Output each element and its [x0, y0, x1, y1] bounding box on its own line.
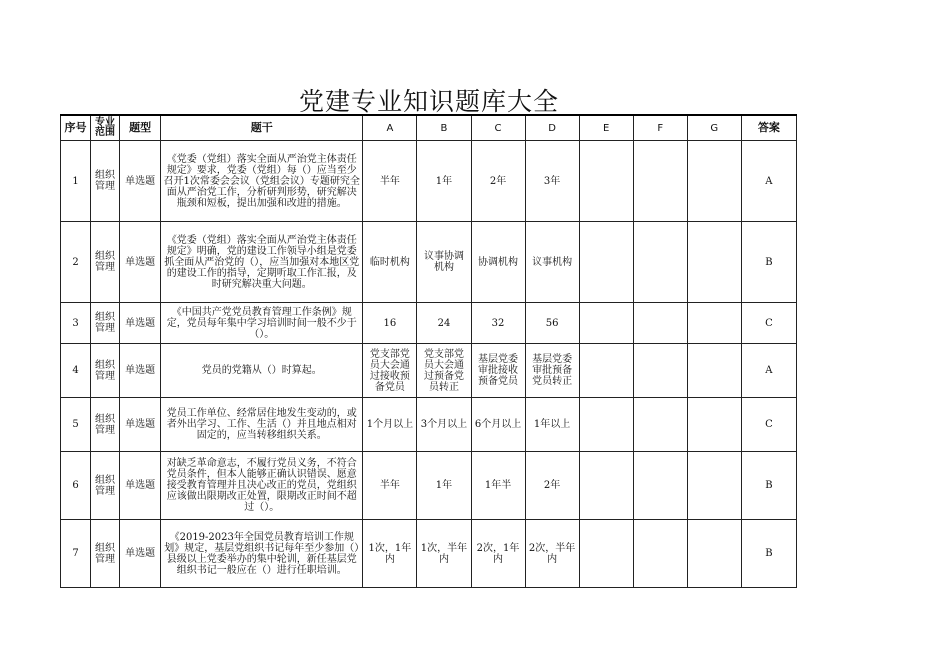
cell-no[interactable]: 6	[61, 452, 91, 520]
cell-option-g[interactable]	[687, 452, 741, 520]
cell-option-e[interactable]	[579, 452, 633, 520]
cell-stem[interactable]: 对缺乏革命意志，不履行党员义务，不符合党员条件，但本人能够正确认识错误、愿意接受教育管理并且决心改正的党员，党组织应该做出限期改正处置，限期改正时间不超过（）。	[161, 452, 363, 520]
cell-option-g[interactable]	[687, 398, 741, 452]
cell-no[interactable]: 2	[61, 222, 91, 303]
cell-answer[interactable]: A	[741, 141, 796, 222]
cell-option-b[interactable]: 议事协调机构	[417, 222, 471, 303]
cell-option-g[interactable]	[687, 520, 741, 588]
cell-option-f[interactable]	[633, 452, 687, 520]
cell-scope[interactable]: 组织管理	[91, 520, 120, 588]
cell-option-d[interactable]: 2次，半年内	[525, 520, 579, 588]
table-row	[61, 222, 797, 303]
cell-option-c[interactable]: 6个月以上	[471, 398, 525, 452]
table-row	[61, 452, 797, 520]
cell-option-g[interactable]	[687, 141, 741, 222]
table-row	[61, 141, 797, 222]
cell-option-b[interactable]: 1次，半年内	[417, 520, 471, 588]
table-row	[61, 398, 797, 452]
cell-option-f[interactable]	[633, 398, 687, 452]
cell-option-a[interactable]: 1个月以上	[363, 398, 417, 452]
header-e[interactable]: E	[579, 115, 633, 141]
cell-option-e[interactable]	[579, 398, 633, 452]
cell-stem[interactable]: 《2019-2023年全国党员教育培训工作规划》规定，基层党组织书记每年至少参加（）县级以上党委举办的集中轮训，新任基层党组织书记一般应在（）进行任职培训。	[161, 520, 363, 588]
cell-option-b[interactable]: 党支部党员大会通过预备党员转正	[417, 344, 471, 398]
cell-option-f[interactable]	[633, 520, 687, 588]
cell-scope[interactable]: 组织管理	[91, 398, 120, 452]
cell-option-d[interactable]: 基层党委审批预备党员转正	[525, 344, 579, 398]
cell-option-d[interactable]: 议事机构	[525, 222, 579, 303]
cell-answer[interactable]: B	[741, 452, 796, 520]
cell-option-b[interactable]: 1年	[417, 452, 471, 520]
cell-option-c[interactable]: 基层党委审批接收预备党员	[471, 344, 525, 398]
cell-option-a[interactable]: 临时机构	[363, 222, 417, 303]
cell-type[interactable]: 单选题	[120, 398, 161, 452]
header-scope[interactable]: 专业范围	[91, 115, 120, 141]
cell-type[interactable]: 单选题	[120, 344, 161, 398]
header-g[interactable]: G	[687, 115, 741, 141]
cell-option-c[interactable]: 协调机构	[471, 222, 525, 303]
cell-option-a[interactable]: 1次，1年内	[363, 520, 417, 588]
cell-option-d[interactable]: 56	[525, 303, 579, 344]
cell-type[interactable]: 单选题	[120, 141, 161, 222]
cell-option-c[interactable]: 2次，1年内	[471, 520, 525, 588]
cell-stem[interactable]: 《党委（党组）落实全面从严治党主体责任规定》明确，党的建设工作领导小组是党委抓全面从严治党的（），应当加强对本地区党的建设工作的指导，定期听取工作汇报，及时研究解决重大问题。	[161, 222, 363, 303]
cell-option-c[interactable]: 32	[471, 303, 525, 344]
cell-type[interactable]: 单选题	[120, 520, 161, 588]
cell-option-f[interactable]	[633, 141, 687, 222]
header-stem[interactable]: 题干	[161, 115, 363, 141]
table-row	[61, 303, 797, 344]
header-f[interactable]: F	[633, 115, 687, 141]
cell-no[interactable]: 1	[61, 141, 91, 222]
cell-answer[interactable]: B	[741, 222, 796, 303]
cell-type[interactable]: 单选题	[120, 452, 161, 520]
cell-option-a[interactable]: 半年	[363, 452, 417, 520]
cell-option-d[interactable]: 1年以上	[525, 398, 579, 452]
cell-option-f[interactable]	[633, 222, 687, 303]
cell-no[interactable]: 7	[61, 520, 91, 588]
question-table	[60, 114, 797, 588]
cell-option-g[interactable]	[687, 344, 741, 398]
cell-option-g[interactable]	[687, 222, 741, 303]
cell-scope[interactable]: 组织管理	[91, 222, 120, 303]
cell-stem[interactable]: 《中国共产党党员教育管理工作条例》规定，党员每年集中学习培训时间一般不少于（）。	[161, 303, 363, 344]
header-d[interactable]: D	[525, 115, 579, 141]
cell-option-b[interactable]: 24	[417, 303, 471, 344]
cell-option-e[interactable]	[579, 222, 633, 303]
cell-option-e[interactable]	[579, 303, 633, 344]
header-b[interactable]: B	[417, 115, 471, 141]
cell-option-f[interactable]	[633, 344, 687, 398]
cell-scope[interactable]: 组织管理	[91, 344, 120, 398]
header-a[interactable]: A	[363, 115, 417, 141]
cell-option-b[interactable]: 3个月以上	[417, 398, 471, 452]
cell-stem[interactable]: 《党委（党组）落实全面从严治党主体责任规定》要求，党委（党组）每（）应当至少召开1次常委会会议（党组会议）专题研究全面从严治党工作，分析研判形势，研究解决瓶颈和短板，提出加强和改进的措施。	[161, 141, 363, 222]
cell-option-d[interactable]: 2年	[525, 452, 579, 520]
header-c[interactable]: C	[471, 115, 525, 141]
cell-answer[interactable]: C	[741, 303, 796, 344]
cell-type[interactable]: 单选题	[120, 303, 161, 344]
cell-scope[interactable]: 组织管理	[91, 452, 120, 520]
cell-option-a[interactable]: 半年	[363, 141, 417, 222]
header-type[interactable]: 题型	[120, 115, 161, 141]
cell-option-b[interactable]: 1年	[417, 141, 471, 222]
cell-stem[interactable]: 党员工作单位、经常居住地发生变动的，或者外出学习、工作、生活（）并且地点相对固定的，应当转移组织关系。	[161, 398, 363, 452]
cell-no[interactable]: 4	[61, 344, 91, 398]
cell-option-a[interactable]: 16	[363, 303, 417, 344]
cell-no[interactable]: 3	[61, 303, 91, 344]
header-no[interactable]: 序号	[61, 115, 91, 141]
cell-answer[interactable]: B	[741, 520, 796, 588]
cell-stem[interactable]: 党员的党籍从（）时算起。	[161, 344, 363, 398]
table-row	[61, 520, 797, 588]
table-row	[61, 344, 797, 398]
cell-option-c[interactable]: 2年	[471, 141, 525, 222]
sheet-title: 党建专业知识题库大全	[298, 87, 559, 116]
cell-no[interactable]: 5	[61, 398, 91, 452]
cell-option-e[interactable]	[579, 141, 633, 222]
cell-option-f[interactable]	[633, 303, 687, 344]
cell-option-d[interactable]: 3年	[525, 141, 579, 222]
cell-scope[interactable]: 组织管理	[91, 141, 120, 222]
cell-scope[interactable]: 组织管理	[91, 303, 120, 344]
cell-option-c[interactable]: 1年半	[471, 452, 525, 520]
cell-option-a[interactable]: 党支部党员大会通过接收预备党员	[363, 344, 417, 398]
cell-option-e[interactable]	[579, 520, 633, 588]
cell-answer[interactable]: C	[741, 398, 796, 452]
header-answer[interactable]: 答案	[741, 115, 796, 141]
cell-option-e[interactable]	[579, 344, 633, 398]
cell-answer[interactable]: A	[741, 344, 796, 398]
cell-option-g[interactable]	[687, 303, 741, 344]
cell-type[interactable]: 单选题	[120, 222, 161, 303]
header-row	[61, 115, 797, 141]
